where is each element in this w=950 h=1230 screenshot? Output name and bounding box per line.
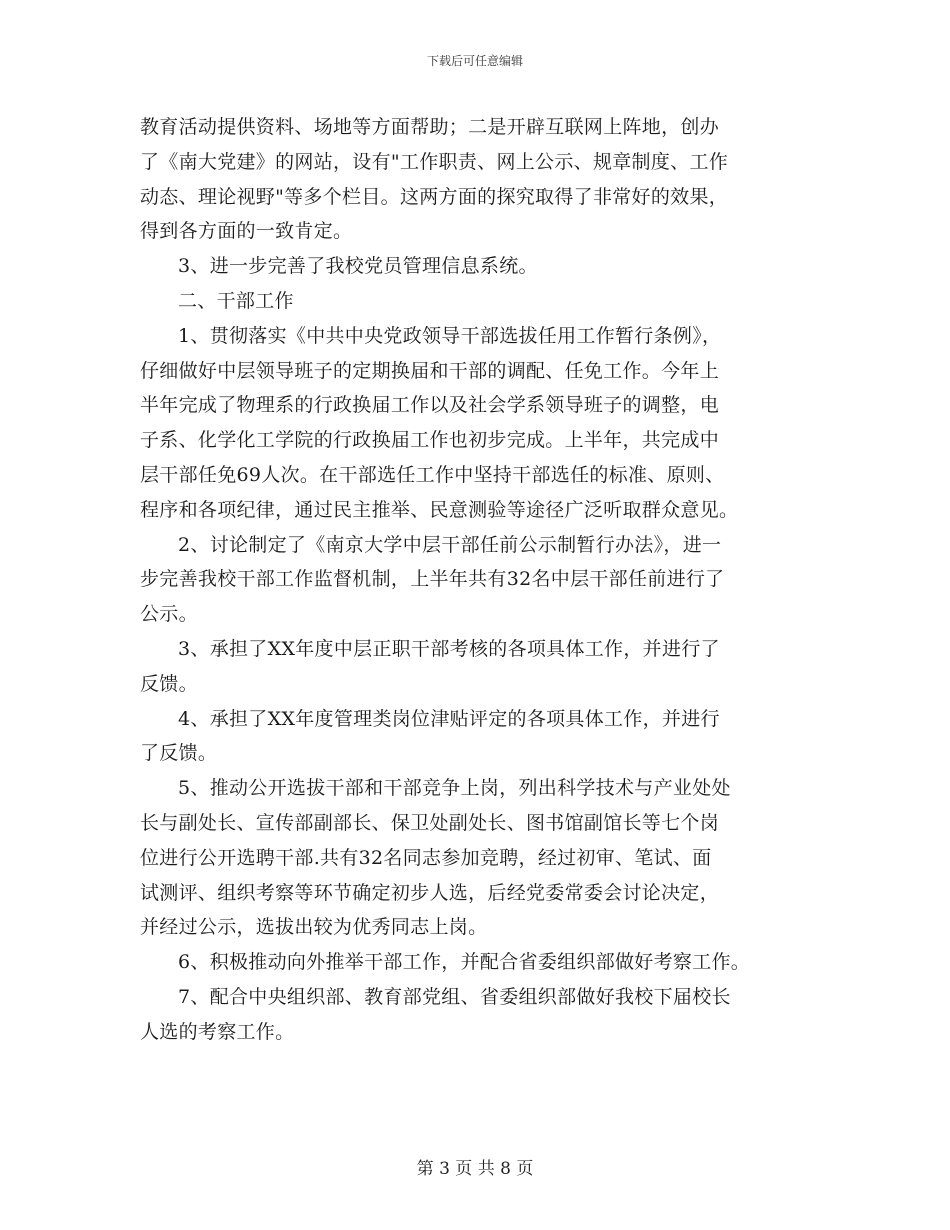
- paragraph-item-5: 5、推动公开选拔干部和干部竞争上岗，列出科学技术与产业处处: [178, 777, 731, 800]
- text-line: 子系、化学化工学院的行政换届工作也初步完成。上半年，共完成中: [140, 429, 720, 452]
- paragraph-item-6: 6、积极推动向外推举干部工作，并配合省委组织部做好考察工作。: [178, 951, 751, 974]
- text-line: 了反馈。: [140, 742, 218, 765]
- text-line: 动态、理论视野"等多个栏目。这两方面的探究取得了非常好的效果，: [140, 185, 729, 208]
- text-line: 步完善我校干部工作监督机制，上半年共有32名中层干部任前进行了: [140, 568, 725, 591]
- text-line: 半年完成了物理系的行政换届工作以及社会学系领导班子的调整，电: [140, 394, 720, 417]
- text-line: 试测评、组织考察等环节确定初步人选，后经党委常委会讨论决定，: [140, 881, 720, 904]
- text-line: 仔细做好中层领导班子的定期换届和干部的调配、任免工作。今年上: [140, 359, 720, 382]
- page-header: 下载后可任意编辑: [426, 54, 523, 68]
- document-body: [140, 110, 830, 1050]
- text-line: 人选的考察工作。: [140, 1020, 295, 1043]
- paragraph-item-4: 4、承担了XX年度管理类岗位津贴评定的各项具体工作，并进行: [178, 707, 720, 730]
- text-line: 公示。: [140, 603, 198, 626]
- text-line: 并经过公示，选拔出较为优秀同志上岗。: [140, 916, 488, 939]
- text-line: 得到各方面的一致肯定。: [140, 220, 353, 243]
- paragraph-item-1: 1、贯彻落实《中共中央党政领导干部选拔任用工作暂行条例》，: [178, 324, 722, 347]
- text-line: 教育活动提供资料、场地等方面帮助；二是开辟互联网上阵地，创办: [140, 116, 720, 138]
- paragraph-item-2: 2、讨论制定了《南京大学中层干部任前公示制暂行办法》，进一: [178, 533, 722, 556]
- section-heading: 二、干部工作: [178, 289, 294, 312]
- text-line: 长与副处长、宣传部副部长、保卫处副处长、图书馆副馆长等七个岗: [140, 811, 720, 834]
- paragraph-item-7: 7、配合中央组织部、教育部党组、省委组织部做好我校下届校长: [178, 985, 731, 1008]
- text-line: 了《南大党建》的网站，设有"工作职责、网上公示、规章制度、工作: [140, 150, 729, 173]
- text-line: 程序和各项纪律，通过民主推举、民意测验等途径广泛听取群众意见。: [140, 498, 739, 521]
- paragraph-item-3b: 3、承担了XX年度中层正职干部考核的各项具体工作，并进行了: [178, 637, 720, 660]
- text-line: 层干部任免69人次。在干部选任工作中坚持干部选任的标准、原则、: [140, 463, 725, 486]
- text-line: 反馈。: [140, 672, 198, 695]
- text-line: 位进行公开选聘干部.共有32名同志参加竞聘，经过初审、笔试、面: [140, 846, 712, 869]
- paragraph-item-3: 3、进一步完善了我校党员管理信息系统。: [178, 255, 538, 278]
- page-footer: 第 3 页 共 8 页: [416, 1159, 534, 1179]
